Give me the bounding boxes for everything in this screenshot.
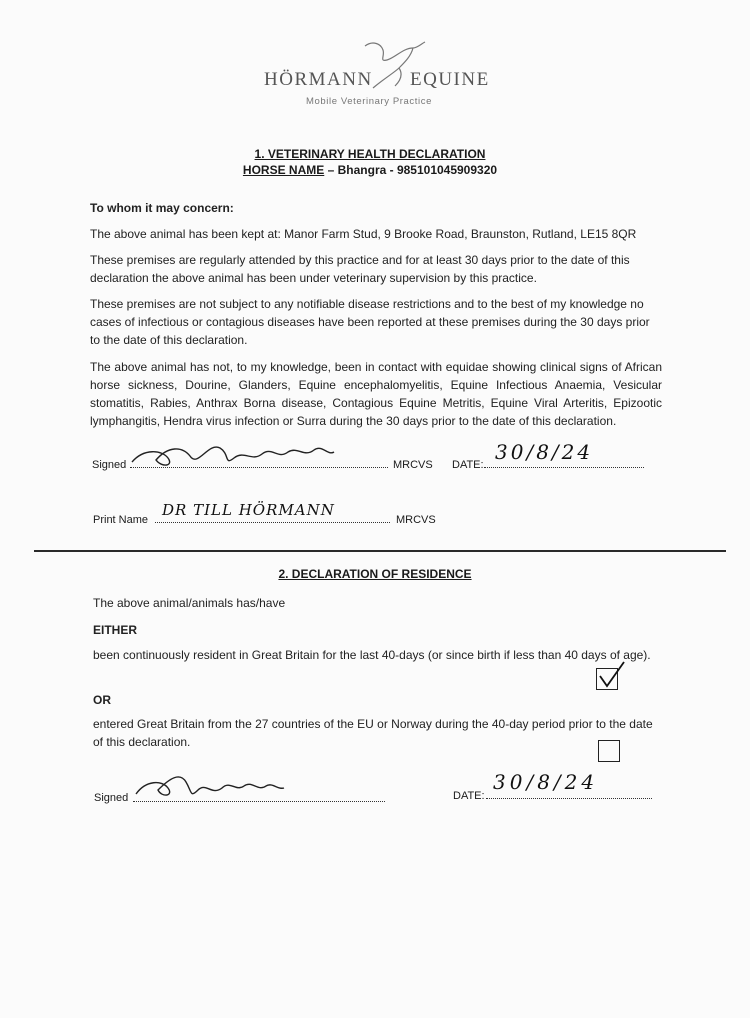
signature-1 (128, 438, 348, 470)
print-name-label: Print Name (93, 514, 149, 526)
date-value-1: 30/8/24 (495, 440, 594, 464)
signed-label-2: Signed (94, 792, 129, 804)
print-name-value: DR TILL HÖRMANN (162, 501, 335, 519)
or-label: OR (93, 693, 111, 707)
horse-name-value: – Bhangra - 985101045909320 (324, 163, 498, 177)
mrcvs-label-1: MRCVS (393, 459, 433, 471)
option2-text: entered Great Britain from the 27 countries of the EU or Norway during the 40-day period prior to the date of this declaration. (93, 717, 653, 749)
horse-name-line (170, 163, 570, 177)
mrcvs-label-2: MRCVS (396, 514, 436, 526)
signed-label-1: Signed (92, 459, 127, 471)
logo-right-text: EQUINE (410, 69, 490, 90)
practice-logo (255, 38, 495, 110)
paragraph-supervision: These premises are regularly attended by this practice and for at least 30 days prior to the date of this declaration the above animal has been under veterinary supervision by this practice. (90, 253, 630, 285)
date-label-1: DATE: (452, 459, 484, 471)
option1-text: been continuously resident in Great Britain for the last 40-days (or since birth if less than 40 days of age). (93, 648, 651, 662)
section1-title: 1. VETERINARY HEALTH DECLARATION (254, 147, 486, 161)
signature-2 (132, 768, 292, 802)
section2-title: 2. DECLARATION OF RESIDENCE (278, 567, 472, 581)
option2-checkbox[interactable] (598, 740, 620, 762)
greeting: To whom it may concern: (90, 201, 234, 215)
either-label: EITHER (93, 623, 138, 637)
date-value-2: 30/8/24 (493, 770, 599, 794)
checkmark-icon (596, 660, 626, 690)
date-label-2: DATE: (453, 790, 485, 802)
paragraph-kept-at: The above animal has been kept at: Manor Farm Stud, 9 Brooke Road, Braunston, Rutland, LE15 8QR (90, 227, 637, 241)
paragraph-disease: These premises are not subject to any notifiable disease restrictions and to the best of my knowledge no cases of infectious or contagious diseases have been reported at these premises during the 30 days prior to the date of this declaration. (90, 297, 650, 347)
logo-subtitle: Mobile Veterinary Practice (306, 96, 432, 107)
horse-name-label: HORSE NAME (242, 163, 325, 177)
section-divider (34, 550, 726, 552)
logo-left-text: HÖRMANN (264, 69, 373, 90)
residence-intro: The above animal/animals has/have (93, 596, 286, 610)
paragraph-contact: The above animal has not, to my knowledge, been in contact with equidae showing clinical signs of African horse sickness, Dourine, Glanders, Equine encephalomyelitis, Equine Infectious Anaemia, Vesicular stomatitis, Rabies, Anthrax Borna disease, Contagious Equine Metritis, Equine Viral Arteritis, Epizootic lymphangitis, Hendra virus infection or Surra during the 30 days prior to the date of this declaration. (90, 360, 662, 428)
